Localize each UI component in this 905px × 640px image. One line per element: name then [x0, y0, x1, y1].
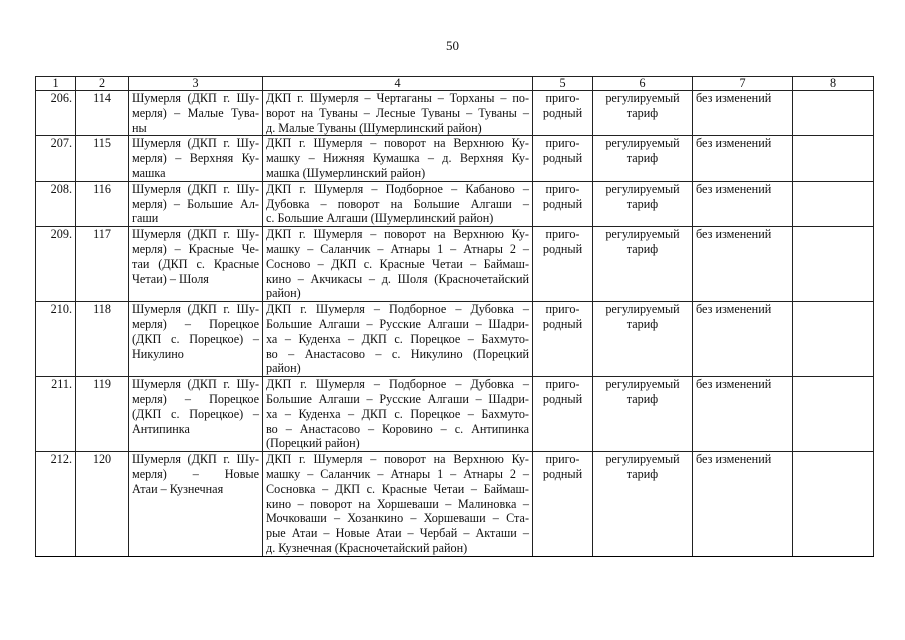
- table-row: [36, 227, 874, 302]
- cell-line: во – Анастасово – с. Никулино (Порецкий: [266, 346, 529, 361]
- cell-line: тариф: [626, 466, 659, 481]
- cell-line: приго-: [545, 181, 580, 196]
- route-name: [129, 91, 263, 136]
- cell-line: мерля) – Малые Тува-: [132, 105, 259, 120]
- cell-line: таи (ДКП с. Красные: [132, 256, 259, 271]
- route-code: 116: [76, 181, 129, 226]
- cell-line: Антипинка: [132, 421, 190, 436]
- route-code: 117: [76, 227, 129, 302]
- route-path: [263, 377, 533, 452]
- cell-line: Шумерля (ДКП г. Шу-: [132, 377, 259, 392]
- cell-line: ворот на Туваны – Лесные Туваны – Туваны –: [266, 105, 529, 120]
- cell-line: приго-: [545, 302, 580, 317]
- column-header: 2: [76, 77, 129, 91]
- cell-line: (ДКП с. Порецкое) –: [132, 406, 259, 421]
- row-number: 209.: [36, 227, 76, 302]
- column-8-cell: [793, 452, 874, 557]
- table-header-row: [36, 77, 874, 91]
- cell-line: мерля) – Красные Че-: [132, 241, 259, 256]
- cell-line: родный: [542, 466, 583, 481]
- route-name: [129, 452, 263, 557]
- route-path: [263, 91, 533, 136]
- row-number: 206.: [36, 91, 76, 136]
- column-8-cell: [793, 181, 874, 226]
- tariff-type: [593, 181, 693, 226]
- route-code: 118: [76, 302, 129, 377]
- cell-line: кино – поворот на Хоршеваши – Малиновка –: [266, 496, 529, 511]
- cell-line: с. Большие Алгаши (Шумерлинский район): [266, 211, 494, 226]
- cell-line: приго-: [545, 91, 580, 105]
- cell-line: ны: [132, 120, 147, 135]
- route-type: [533, 227, 593, 302]
- cell-line: регулируемый: [605, 136, 680, 151]
- column-header: 7: [693, 77, 793, 91]
- cell-line: регулируемый: [605, 181, 680, 196]
- cell-line: родный: [542, 241, 583, 256]
- route-name: [129, 227, 263, 302]
- cell-line: Шумерля (ДКП г. Шу-: [132, 452, 259, 467]
- row-number: 210.: [36, 302, 76, 377]
- route-type: [533, 91, 593, 136]
- cell-line: Сосново – ДКП с. Красные Четаи – Баймаш-: [266, 256, 529, 271]
- row-number: 211.: [36, 377, 76, 452]
- cell-line: тариф: [626, 105, 659, 120]
- cell-line: регулируемый: [605, 302, 680, 317]
- route-name: [129, 377, 263, 452]
- cell-line: район): [266, 286, 301, 301]
- route-type: [533, 302, 593, 377]
- cell-line: Атаи – Кузнечная: [132, 481, 224, 496]
- route-code: 120: [76, 452, 129, 557]
- routes-table: [35, 76, 874, 557]
- cell-line: приго-: [545, 136, 580, 151]
- column-header: 4: [263, 77, 533, 91]
- tariff-type: [593, 452, 693, 557]
- cell-line: родный: [542, 151, 583, 166]
- route-type: [533, 377, 593, 452]
- cell-line: Шумерля (ДКП г. Шу-: [132, 302, 259, 317]
- column-8-cell: [793, 227, 874, 302]
- cell-line: приго-: [545, 377, 580, 392]
- route-type: [533, 181, 593, 226]
- column-header: 6: [593, 77, 693, 91]
- route-type: [533, 452, 593, 557]
- column-8-cell: [793, 91, 874, 136]
- column-header: 3: [129, 77, 263, 91]
- cell-line: ДКП г. Шумерля – Подборное – Дубовка –: [266, 377, 529, 392]
- cell-line: машку – Нижняя Кумашка – д. Верхняя Ку-: [266, 151, 529, 166]
- route-name: [129, 181, 263, 226]
- cell-line: Большие Алгаши – Русские Алгаши – Шадри-: [266, 391, 529, 406]
- cell-line: тариф: [626, 151, 659, 166]
- cell-line: тариф: [626, 391, 659, 406]
- route-path: [263, 181, 533, 226]
- cell-line: д. Малые Туваны (Шумерлинский район): [266, 120, 482, 135]
- route-status: без изменений: [693, 136, 793, 181]
- route-status: без изменений: [693, 227, 793, 302]
- cell-line: (ДКП с. Порецкое) –: [132, 331, 259, 346]
- route-name: [129, 136, 263, 181]
- tariff-type: [593, 377, 693, 452]
- cell-line: регулируемый: [605, 91, 680, 105]
- route-code: 115: [76, 136, 129, 181]
- column-8-cell: [793, 377, 874, 452]
- route-status: без изменений: [693, 181, 793, 226]
- cell-line: регулируемый: [605, 377, 680, 392]
- cell-line: ха – Куденха – ДКП с. Порецкое – Бахмуто-: [266, 331, 529, 346]
- route-path: [263, 452, 533, 557]
- tariff-type: [593, 136, 693, 181]
- cell-line: во – Анастасово – Коровино – с. Антипинка: [266, 421, 529, 436]
- cell-line: Большие Алгаши – Русские Алгаши – Шадри-: [266, 316, 529, 331]
- cell-line: ДКП г. Шумерля – поворот на Верхнюю Ку-: [266, 227, 529, 242]
- cell-line: приго-: [545, 227, 580, 242]
- cell-line: мерля) – Порецкое: [132, 391, 259, 406]
- cell-line: родный: [542, 391, 583, 406]
- row-number: 207.: [36, 136, 76, 181]
- cell-line: мерля) – Большие Ал-: [132, 196, 259, 211]
- route-path: [263, 136, 533, 181]
- cell-line: ха – Куденха – ДКП с. Порецкое – Бахмуто-: [266, 406, 529, 421]
- cell-line: тариф: [626, 316, 659, 331]
- cell-line: тариф: [626, 196, 659, 211]
- cell-line: район): [266, 361, 301, 376]
- column-header: 8: [793, 77, 874, 91]
- route-status: без изменений: [693, 302, 793, 377]
- tariff-type: [593, 227, 693, 302]
- cell-line: ДКП г. Шумерля – поворот на Верхнюю Ку-: [266, 452, 529, 467]
- cell-line: Четаи) – Шоля: [132, 271, 209, 286]
- table-row: [36, 452, 874, 557]
- cell-line: Никулино: [132, 346, 184, 361]
- route-path: [263, 302, 533, 377]
- cell-line: д. Кузнечная (Красночетайский район): [266, 540, 468, 555]
- cell-line: ДКП г. Шумерля – Подборное – Кабаново –: [266, 181, 529, 196]
- cell-line: мерля) – Порецкое: [132, 316, 259, 331]
- cell-line: Шумерля (ДКП г. Шу-: [132, 91, 259, 105]
- column-header: 1: [36, 77, 76, 91]
- cell-line: машку – Саланчик – Атнары 1 – Атнары 2 –: [266, 466, 529, 481]
- cell-line: мерля) – Верхняя Ку-: [132, 151, 259, 166]
- cell-line: (Порецкий район): [266, 436, 360, 451]
- table-row: [36, 302, 874, 377]
- route-name: [129, 302, 263, 377]
- cell-line: ДКП г. Шумерля – Чертаганы – Торханы – по-: [266, 91, 529, 105]
- cell-line: приго-: [545, 452, 580, 467]
- cell-line: Мочковаши – Хозанкино – Хоршеваши – Ста-: [266, 511, 529, 526]
- route-path: [263, 227, 533, 302]
- route-status: без изменений: [693, 452, 793, 557]
- page-number: 50: [446, 38, 459, 53]
- row-number: 208.: [36, 181, 76, 226]
- cell-line: Шумерля (ДКП г. Шу-: [132, 136, 259, 151]
- route-type: [533, 136, 593, 181]
- column-header: 5: [533, 77, 593, 91]
- route-status: без изменений: [693, 377, 793, 452]
- cell-line: ДКП г. Шумерля – Подборное – Дубовка –: [266, 302, 529, 317]
- tariff-type: [593, 91, 693, 136]
- table-row: [36, 136, 874, 181]
- cell-line: регулируемый: [605, 227, 680, 242]
- cell-line: машку – Саланчик – Атнары 1 – Атнары 2 –: [266, 241, 529, 256]
- cell-line: машка: [132, 165, 166, 180]
- column-8-cell: [793, 136, 874, 181]
- cell-line: рые Атаи – Новые Атаи – Чербай – Акташи –: [266, 526, 529, 541]
- cell-line: родный: [542, 105, 583, 120]
- cell-line: Сосновка – ДКП с. Красные Четаи – Баймаш-: [266, 481, 529, 496]
- cell-line: Дубовка – поворот на Большие Алгаши –: [266, 196, 529, 211]
- cell-line: мерля) – Новые: [132, 466, 259, 481]
- table-body: [36, 91, 874, 557]
- tariff-type: [593, 302, 693, 377]
- cell-line: ДКП г. Шумерля – поворот на Верхнюю Ку-: [266, 136, 529, 151]
- cell-line: регулируемый: [605, 452, 680, 467]
- cell-line: родный: [542, 196, 583, 211]
- cell-line: машка (Шумерлинский район): [266, 165, 426, 180]
- table-row: [36, 181, 874, 226]
- cell-line: кино – Акчикасы – д. Шоля (Красночетайский: [266, 271, 529, 286]
- table-row: [36, 91, 874, 136]
- cell-line: Шумерля (ДКП г. Шу-: [132, 227, 259, 242]
- route-status: без изменений: [693, 91, 793, 136]
- column-8-cell: [793, 302, 874, 377]
- cell-line: Шумерля (ДКП г. Шу-: [132, 181, 259, 196]
- cell-line: родный: [542, 316, 583, 331]
- row-number: 212.: [36, 452, 76, 557]
- cell-line: гаши: [132, 211, 159, 226]
- table-row: [36, 377, 874, 452]
- cell-line: тариф: [626, 241, 659, 256]
- route-code: 119: [76, 377, 129, 452]
- route-code: 114: [76, 91, 129, 136]
